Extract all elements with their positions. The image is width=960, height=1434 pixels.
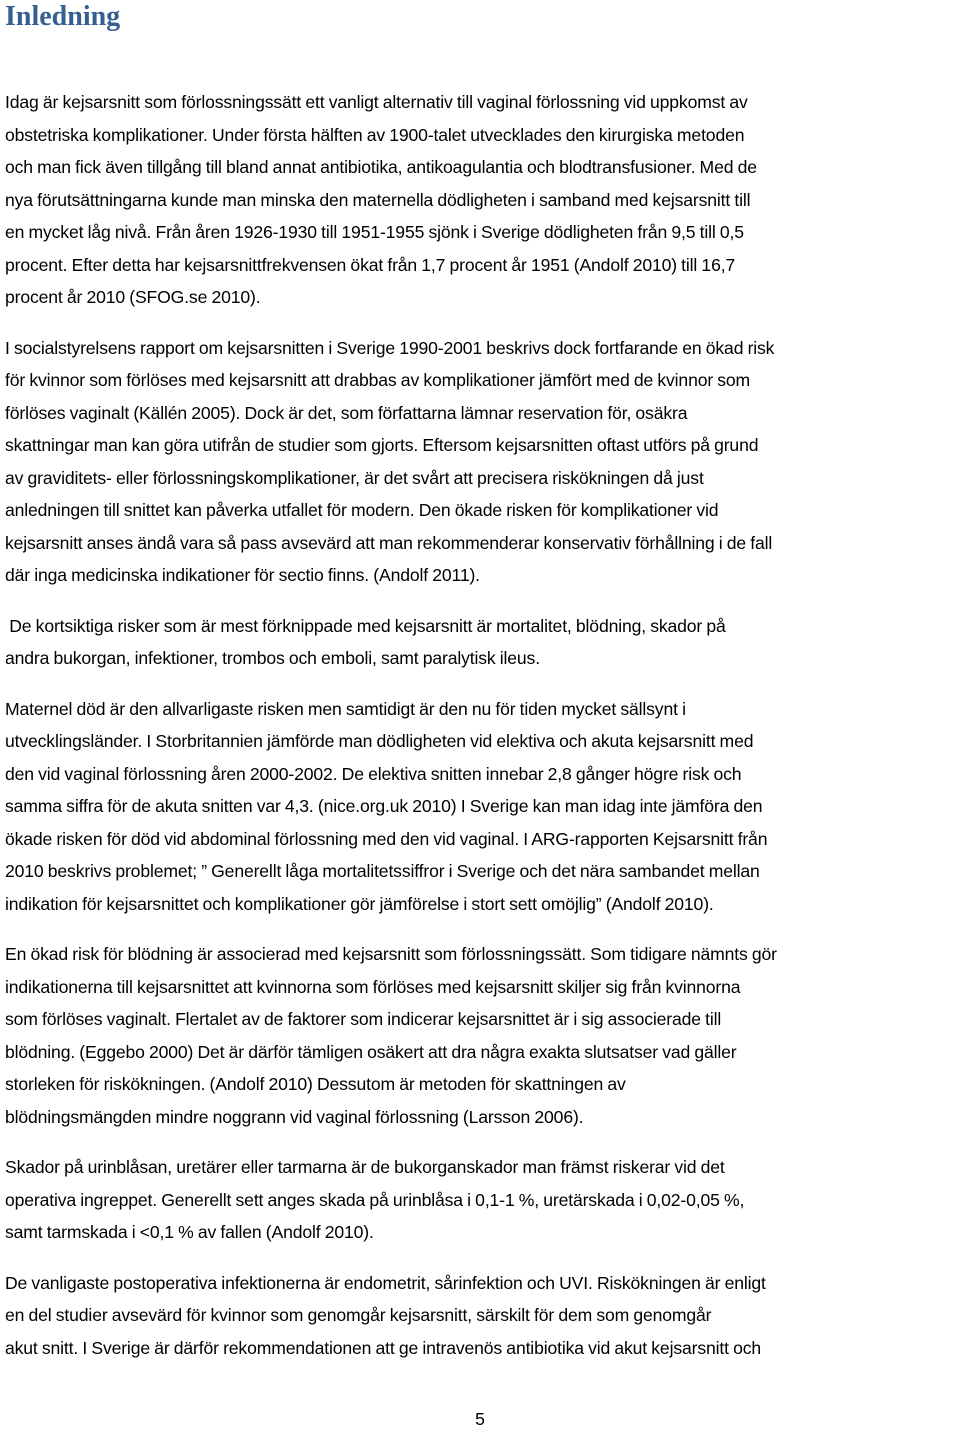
paragraph-bleeding [5, 938, 957, 1133]
text-line: ökade risken för död vid abdominal förlossning med den vid vaginal. I ARG-rapporten Kejsarsnitt från [5, 828, 768, 849]
text-line: kejsarsnitt anses ändå vara så pass avsevärd att man rekommenderar konservativ förhållning i de fall [5, 532, 773, 553]
text-line: samt tarmskada i <0,1 % av fallen (Andolf 2010). [5, 1222, 374, 1242]
text-line: för kvinnor som förlöses med kejsarsnitt att drabbas av komplikationer jämfört med de kvinnor som [5, 370, 751, 390]
text-line: procent. Efter detta har kejsarsnittfrekvensen ökat från 1,7 procent år 1951 (Andolf 2010) till 16,7 [5, 254, 736, 275]
text-line: som förlöses vaginalt. Flertalet av de faktorer som indicerar kejsarsnittet är i sig associerade till [5, 1009, 722, 1029]
text-line: I socialstyrelsens rapport om kejsarsnitten i Sverige 1990-2001 beskrivs dock fortfarande en ökad risk [5, 337, 775, 358]
text-line: andra bukorgan, infektioner, trombos och emboli, samt paralytisk ileus. [5, 648, 540, 668]
page-number: 5 [475, 1409, 485, 1429]
text-line: en mycket låg nivå. Från åren 1926-1930 till 1951-1955 sjönk i Sverige dödligheten från 9,5 till 0,5 [5, 222, 744, 242]
text-line: storleken för riskökningen. (Andolf 2010) Dessutom är metoden för skattningen av [5, 1074, 626, 1094]
paragraph-intro [5, 86, 957, 314]
paragraph-short-term-risks [5, 610, 957, 675]
text-line: av graviditets- eller förlossningskomplikationer, är det svårt att precisera riskökningen då just [5, 467, 704, 488]
text-line: en del studier avsevärd för kvinnor som genomgår kejsarsnitt, särskilt för dem som genomgår [5, 1305, 712, 1325]
text-line: indikation för kejsarsnittet och komplikationer gör jämförelse i stort sett omöjlig” (Andolf 2010). [5, 893, 714, 914]
text-line: Idag är kejsarsnitt som förlossningssätt ett vanligt alternativ till vaginal förlossning vid uppkomst av [5, 92, 748, 112]
section-heading: Inledning [5, 1, 121, 32]
text-line: där inga medicinska indikationer för sectio finns. (Andolf 2011). [5, 565, 480, 585]
text-line: Skador på urinblåsan, uretärer eller tarmarna är de bukorganskador man främst riskerar vid det [5, 1157, 725, 1177]
text-line: De kortsiktiga risker som är mest förknippade med kejsarsnitt är mortalitet, blödning, skador på [5, 615, 726, 636]
text-line: förlöses vaginalt (Källén 2005). Dock är det, som författarna lämnar reservation för, osäkra [5, 402, 688, 423]
text-line: 2010 beskrivs problemet; ” Generellt låga mortalitetssiffror i Sverige och det nära sambandet mellan [5, 861, 760, 881]
text-line: samma siffra för de akuta snitten var 4,3. (nice.org.uk 2010) I Sverige kan man idag inte jämföra den [5, 796, 763, 816]
text-line: skattningar man kan göra utifrån de studier som gjorts. Eftersom kejsarsnitten oftast utförs på grund [5, 435, 759, 455]
text-line: Maternel död är den allvarligaste risken men samtidigt är den nu för tiden mycket sällsynt i [5, 698, 686, 719]
text-line: blödning. (Eggebo 2000) Det är därför tämligen osäkert att dra några exakta slutsatser vad gäller [5, 1041, 737, 1062]
paragraph-maternal-death [5, 693, 957, 921]
text-line: anledningen till snittet kan påverka utfallet för modern. Den ökade risken för komplikationer vid [5, 500, 719, 520]
text-line: procent år 2010 (SFOG.se 2010). [5, 287, 261, 307]
text-line: De vanligaste postoperativa infektionerna är endometrit, sårinfektion och UVI. Riskökningen är enligt [5, 1272, 766, 1293]
text-line: indikationerna till kejsarsnittet att kvinnorna som förlöses med kejsarsnitt skiljer sig från kvinnorna [5, 976, 741, 997]
paragraph-infections [5, 1267, 957, 1365]
paragraph-organ-injuries [5, 1151, 957, 1249]
paragraph-socialstyrelsen [5, 332, 957, 592]
text-line: och man fick även tillgång till bland annat antibiotika, antikoagulantia och blodtransfusioner. Med de [5, 157, 757, 177]
text-line: den vid vaginal förlossning åren 2000-2002. De elektiva snitten innebar 2,8 gånger högre risk och [5, 763, 742, 784]
text-line: En ökad risk för blödning är associerad med kejsarsnitt som förlossningssätt. Som tidigare nämnts gör [5, 944, 777, 964]
text-line: operativa ingreppet. Generellt sett anges skada på urinblåsa i 0,1-1 %, uretärskada i 0,02-0,05 %, [5, 1189, 745, 1210]
text-line: obstetriska komplikationer. Under första hälften av 1900-talet utvecklades den kirurgiska metoden [5, 124, 745, 145]
text-line: blödningsmängden mindre noggrann vid vaginal förlossning (Larsson 2006). [5, 1106, 584, 1127]
body-text [5, 86, 957, 1382]
text-line: akut snitt. I Sverige är därför rekommendationen att ge intravenös antibiotika vid akut kejsarsnitt och [5, 1337, 761, 1358]
text-line: utvecklingsländer. I Storbritannien jämförde man dödligheten vid elektiva och akuta kejsarsnitt med [5, 731, 754, 751]
text-line: nya förutsättningarna kunde man minska den maternella dödligheten i samband med kejsarsnitt till [5, 189, 751, 210]
